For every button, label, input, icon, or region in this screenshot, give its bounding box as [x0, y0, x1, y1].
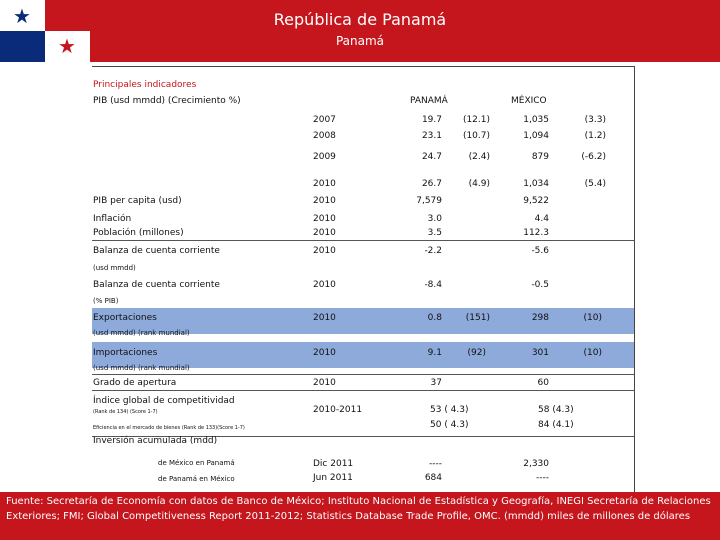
- pib-pa-growth: (2.4): [468, 152, 490, 162]
- pib-pc-pa: 7,579: [416, 196, 442, 206]
- poblacion-pa: 3.5: [427, 228, 442, 238]
- competit-label: Índice global de competitividad: [93, 396, 235, 406]
- export-label: Exportaciones: [93, 313, 157, 323]
- inversion-row1: de México en Panamá: [158, 459, 235, 467]
- balanza-pib-label: Balanza de cuenta corriente: [93, 280, 220, 290]
- pib-mx: 879: [531, 152, 549, 162]
- poblacion-label: Población (millones): [93, 228, 184, 238]
- competit-pa1: 53 ( 4.3): [430, 405, 469, 415]
- inflacion-mx: 4.4: [534, 214, 549, 224]
- inflacion-year: 2010: [313, 214, 336, 224]
- inversion-y1: Dic 2011: [313, 459, 354, 469]
- table-caption: Principales indicadores: [93, 80, 197, 90]
- pib-label: PIB (usd mmdd) (Crecimiento %): [93, 96, 241, 106]
- pib-pc-year: 2010: [313, 196, 336, 206]
- import-year: 2010: [313, 348, 336, 358]
- pib-pa-growth: (12.1): [462, 115, 490, 125]
- poblacion-year: 2010: [313, 228, 336, 238]
- competit-unit: (Rank de 134) (Score 1-7): [93, 409, 158, 415]
- pib-year: 2010: [313, 179, 336, 189]
- import-mx-rank: (10): [583, 348, 602, 358]
- pib-mx-growth: (1.2): [584, 131, 606, 141]
- inflacion-label: Inflación: [93, 214, 132, 224]
- col-mexico: MÉXICO: [511, 96, 547, 106]
- inversion-y2: Jun 2011: [313, 473, 353, 483]
- export-pa: 0.8: [427, 313, 442, 323]
- pib-year: 2009: [313, 152, 336, 162]
- pib-pa: 24.7: [421, 152, 442, 162]
- pib-pa: 26.7: [421, 179, 442, 189]
- pib-mx-growth: (5.4): [584, 179, 606, 189]
- inflacion-pa: 3.0: [427, 214, 442, 224]
- pib-pa: 19.7: [421, 115, 442, 125]
- pib-pc-mx: 9,522: [523, 196, 549, 206]
- apertura-pa: 37: [430, 378, 442, 388]
- balanza-usd-year: 2010: [313, 246, 336, 256]
- pib-mx-growth: (3.3): [584, 115, 606, 125]
- balanza-usd-label: Balanza de cuenta corriente: [93, 246, 220, 256]
- competit-year: 2010-2011: [313, 405, 363, 415]
- inversion-row2: de Panamá en México: [158, 475, 235, 483]
- pib-mx: 1,034: [523, 179, 549, 189]
- inversion-label: Inversión acumulada (mdd): [93, 436, 218, 446]
- pib-pa: 23.1: [421, 131, 442, 141]
- competit-mx1: 58 (4.3): [538, 405, 574, 415]
- row-divider: [92, 240, 634, 241]
- import-mx: 301: [531, 348, 549, 358]
- apertura-label: Grado de apertura: [93, 378, 177, 388]
- export-pa-rank: (151): [465, 313, 490, 323]
- balanza-pib-mx: -0.5: [531, 280, 549, 290]
- apertura-mx: 60: [537, 378, 549, 388]
- export-unit: (usd mmdd) (rank mundial): [93, 329, 190, 337]
- inversion-mx2: ----: [536, 473, 549, 483]
- balanza-pib-pa: -8.4: [424, 280, 442, 290]
- export-mx: 298: [531, 313, 549, 323]
- pib-mx-growth: (-6.2): [581, 152, 606, 162]
- competit-pa2: 50 ( 4.3): [430, 420, 469, 430]
- poblacion-mx: 112.3: [523, 228, 549, 238]
- balanza-usd-mx: -5.6: [531, 246, 549, 256]
- export-mx-rank: (10): [583, 313, 602, 323]
- inversion-pa1: ----: [429, 459, 442, 469]
- pib-year: 2007: [313, 115, 336, 125]
- row-divider: [92, 390, 634, 391]
- balanza-pib-unit: (% PIB): [93, 297, 119, 305]
- col-panama: PANAMÁ: [410, 96, 448, 106]
- balanza-pib-year: 2010: [313, 280, 336, 290]
- red-star-icon: ★: [58, 34, 76, 58]
- competit-unit2: Eficiencia en el mercado de bienes (Rank de 133)(Score 1-7): [93, 425, 245, 431]
- import-unit: (usd mmdd) (rank mundial): [93, 364, 190, 372]
- import-pa: 9.1: [427, 348, 442, 358]
- competit-mx2: 84 (4.1): [538, 420, 574, 430]
- row-divider: [92, 374, 634, 375]
- blue-star-icon: ★: [13, 4, 31, 28]
- pib-pc-label: PIB per capita (usd): [93, 196, 182, 206]
- inversion-pa2: 684: [424, 473, 442, 483]
- pib-pa-growth: (10.7): [462, 131, 490, 141]
- page-title: República de Panamá: [273, 10, 447, 29]
- pib-mx: 1,035: [523, 115, 549, 125]
- inversion-mx1: 2,330: [523, 459, 549, 469]
- source-footer: Fuente: Secretaría de Economía con datos de Banco de México; Instituto Nacional de Estadística y Geografía, INEGI Secretaría de Relaciones Exteriores; FMI; Global Competitiveness Report 2011-2012; Statistics Database Trade Profile, OMC. (mmdd) miles de millones de dólares: [0, 492, 720, 540]
- export-year: 2010: [313, 313, 336, 323]
- import-pa-rank: (92): [467, 348, 486, 358]
- balanza-usd-unit: (usd mmdd): [93, 264, 136, 272]
- balanza-usd-pa: -2.2: [424, 246, 442, 256]
- pib-mx: 1,094: [523, 131, 549, 141]
- apertura-year: 2010: [313, 378, 336, 388]
- pib-year: 2008: [313, 131, 336, 141]
- import-label: Importaciones: [93, 348, 158, 358]
- page-subtitle: Panamá: [335, 34, 385, 48]
- pib-pa-growth: (4.9): [468, 179, 490, 189]
